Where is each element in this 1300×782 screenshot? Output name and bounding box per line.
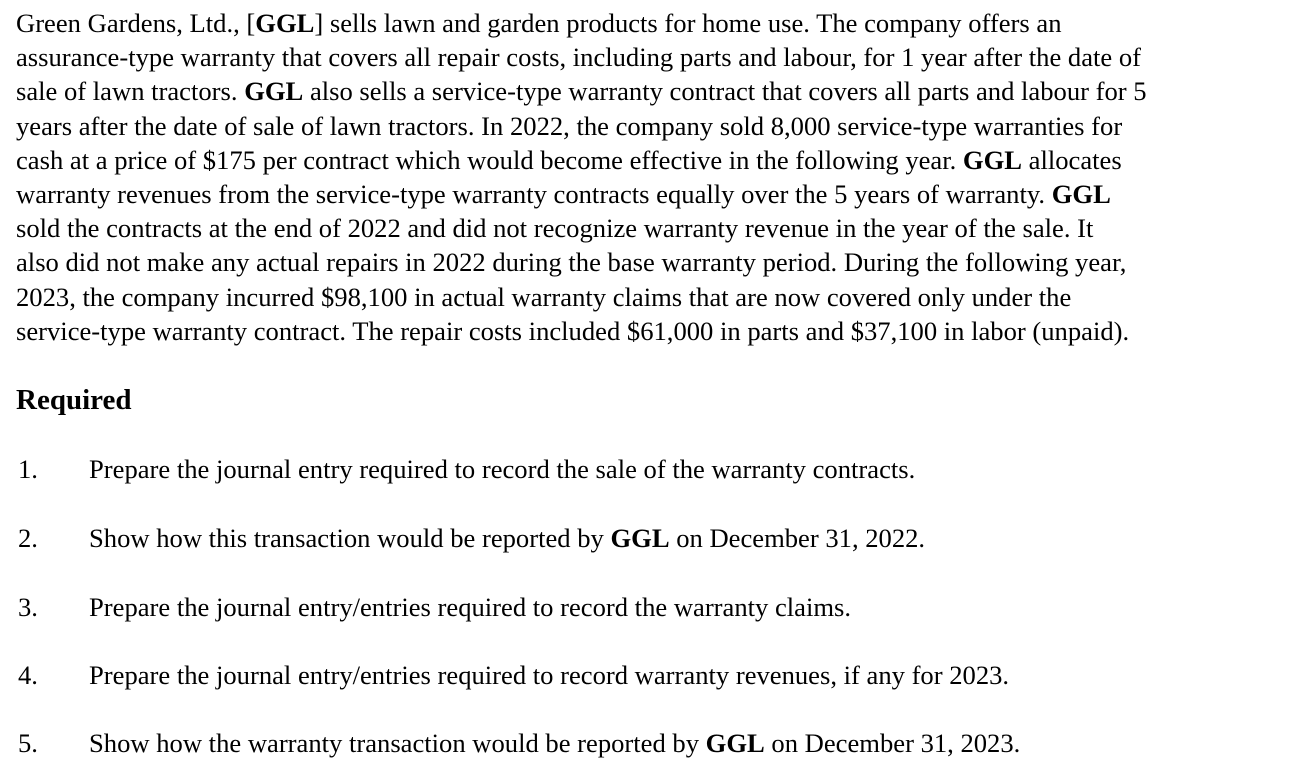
statement-line-2: assurance-type warranty that covers all repair costs, including parts and labour, for 1 year after the date of (16, 42, 1142, 73)
company-abbr: GGL (705, 728, 765, 758)
required-item-3 (18, 590, 851, 624)
required-heading: Required (16, 384, 132, 416)
item-number: 4. (18, 660, 38, 690)
statement-line-10: service-type warranty contract. The repair costs included $61,000 in parts and $37,100 in labor (unpaid). (16, 315, 1130, 346)
item-text: Prepare the journal entry/entries required to record warranty revenues, if any for 2023. (89, 660, 1010, 690)
required-item-1 (18, 452, 915, 486)
item-number: 3. (18, 592, 38, 622)
item-text: Show how this transaction would be reported by (89, 523, 611, 553)
statement-line-6: warranty revenues from the service-type warranty contracts equally over the 5 years of warranty. GGL (16, 179, 1111, 210)
required-item-4 (18, 658, 1009, 692)
item-text: Show how the warranty transaction would be reported by (89, 728, 706, 758)
item-text: Prepare the journal entry required to record the sale of the warranty contracts. (89, 454, 916, 484)
problem-statement (16, 6, 1288, 348)
item-text: Prepare the journal entry/entries required to record the warranty claims. (89, 592, 852, 622)
statement-line-3: sale of lawn tractors. GGL also sells a service-type warranty contract that covers all parts and labour for 5 (16, 76, 1147, 107)
statement-line-5: cash at a price of $175 per contract which would become effective in the following year. GGL allocates (16, 144, 1122, 175)
statement-line-8: also did not make any actual repairs in 2022 during the base warranty period. During the following year, (16, 247, 1127, 278)
item-text-end: on December 31, 2023. (764, 728, 1021, 758)
item-number: 2. (18, 523, 38, 553)
company-abbr: GGL (610, 523, 670, 553)
item-number: 1. (18, 454, 38, 484)
statement-line-9: 2023, the company incurred $98,100 in actual warranty claims that are now covered only under the (16, 281, 1072, 312)
statement-line-4: years after the date of sale of lawn tractors. In 2022, the company sold 8,000 service-type warranties for (16, 110, 1123, 141)
statement-line-1: Green Gardens, Ltd., [GGL] sells lawn and garden products for home use. The company offers an (16, 8, 1062, 38)
required-item-5 (18, 726, 1020, 760)
item-text-end: on December 31, 2022. (669, 523, 926, 553)
required-item-2 (18, 521, 925, 555)
statement-line-7: sold the contracts at the end of 2022 and did not recognize warranty revenue in the year of the sale. It (16, 213, 1094, 244)
item-number: 5. (18, 728, 38, 758)
